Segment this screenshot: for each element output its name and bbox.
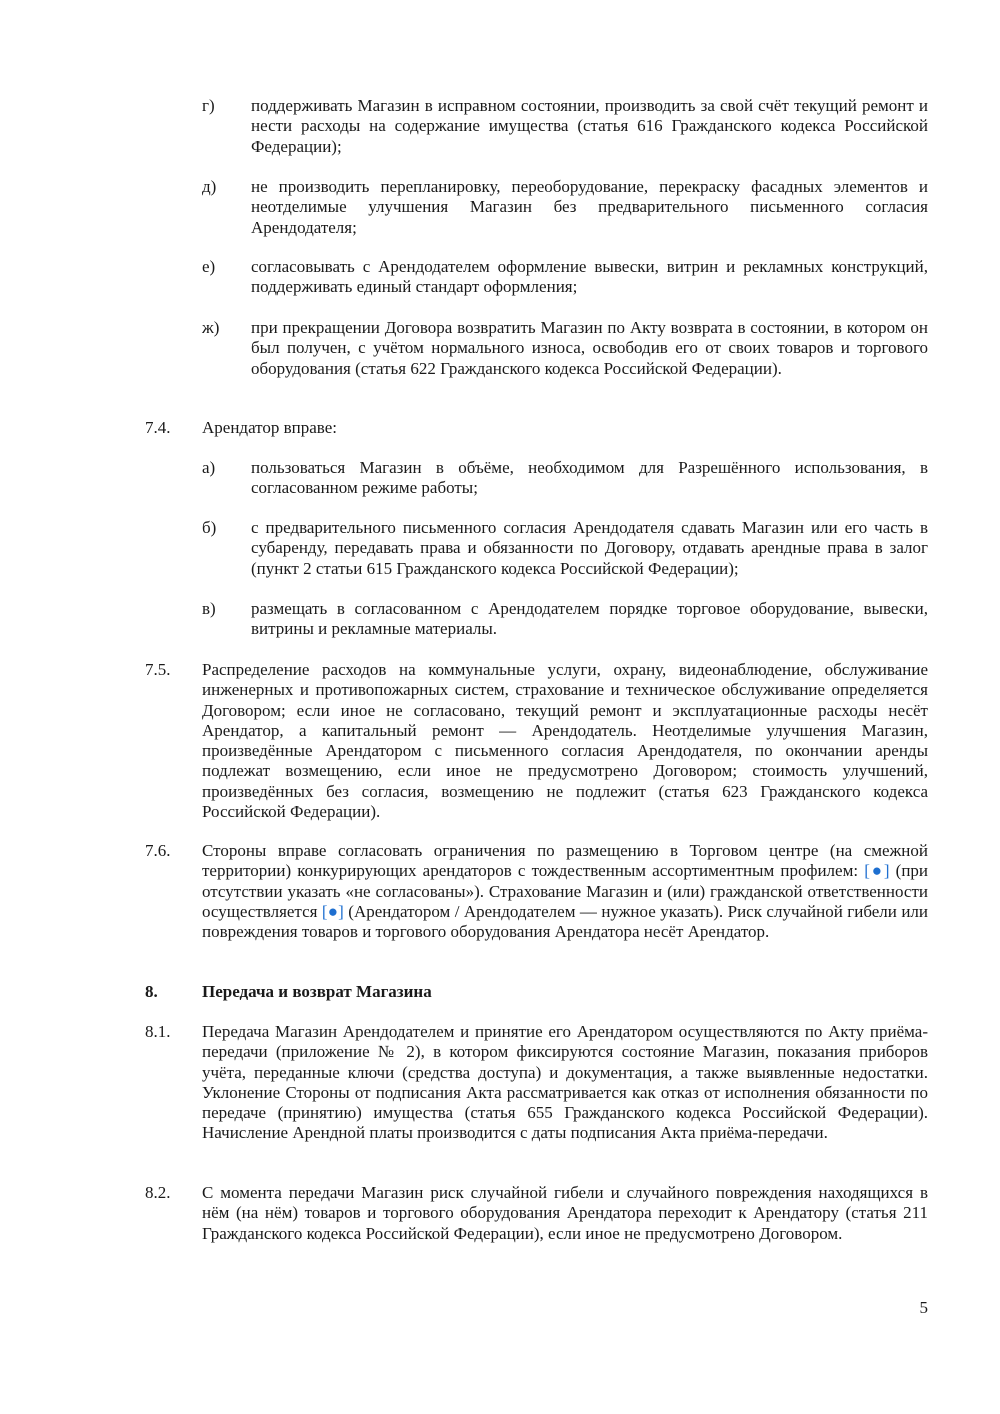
section-title: Передача и возврат Магазина xyxy=(202,982,432,1001)
list-item xyxy=(202,177,928,238)
clause-7-5 xyxy=(145,660,928,822)
item-label: в) xyxy=(202,599,216,618)
item-label: а) xyxy=(202,458,216,477)
item-text: не производить перепланировку, переоборудование, перекраску фасадных элементов и неотделимые улучшения Магазин без предварительного письменного согласия Арендодателя; xyxy=(251,177,928,237)
list-item xyxy=(202,518,928,579)
clause-number: 7.4. xyxy=(145,418,171,437)
clause-7-4 xyxy=(145,418,928,438)
clause-8-2 xyxy=(145,1183,928,1244)
section-number: 8. xyxy=(145,982,158,1001)
item-label: г) xyxy=(202,96,215,115)
list-item xyxy=(202,599,928,640)
section-heading xyxy=(145,982,928,1002)
item-label: е) xyxy=(202,257,216,276)
clause-number: 8.1. xyxy=(145,1022,171,1041)
clause-number: 7.6. xyxy=(145,841,171,860)
clause-text xyxy=(202,841,928,942)
clause-text-part: (при отсутствии указать «не согласованы»). Страхование Магазин и (или) гражданской ответственности осуществляется xyxy=(202,861,929,921)
clause-7-6 xyxy=(145,841,928,942)
page-number: 5 xyxy=(919,1298,928,1317)
item-text: поддерживать Магазин в исправном состоянии, производить за свой счёт текущий ремонт и нести расходы на содержание имущества (статья 616 Гражданского кодекса Российской Федерации); xyxy=(251,96,928,156)
item-label: б) xyxy=(202,518,217,537)
item-text: пользоваться Магазин в объёме, необходимом для Разрешённого использования, в согласованном режиме работы; xyxy=(251,458,928,498)
clause-8-1 xyxy=(145,1022,928,1144)
placeholder-field[interactable]: [●] xyxy=(864,861,890,881)
clause-text: Передача Магазин Арендодателем и принятие его Арендатором осуществляются по Акту приёма-передачи (приложение № 2), в котором фиксируются состояние Магазин, показания приборов учёта, переданные ключи (средства доступа) и документация, а также выявленные недостатки. Уклонение Стороны от подписания Акта рассматривается как отказ от исполнения обязанности по передаче (принятию) имущества (статья 655 Гражданского кодекса Российской Федерации). Начисление Арендной платы производится с даты подписания Акта приёма-передачи. xyxy=(202,1022,928,1143)
clause-number: 7.5. xyxy=(145,660,171,679)
item-label: д) xyxy=(202,177,217,196)
placeholder-field[interactable]: [●] xyxy=(321,901,344,921)
item-text: при прекращении Договора возвратить Магазин по Акту возврата в состоянии, в котором он был получен, с учётом нормального износа, освободив его от своих товаров и торгового оборудования (статья 622 Гражданского кодекса Российской Федерации). xyxy=(251,318,928,378)
item-text: с предварительного письменного согласия Арендодателя сдавать Магазин или его часть в субаренду, передавать права и обязанности по Договору, отдавать арендные права в залог (пункт 2 статьи 615 Гражданского кодекса Российской Федерации); xyxy=(251,518,928,578)
clause-number: 8.2. xyxy=(145,1183,171,1202)
list-item xyxy=(202,96,928,157)
clause-text: С момента передачи Магазин риск случайной гибели и случайного повреждения находящихся в нём (на нём) товаров и торгового оборудования Арендатора переходит к Арендатору (статья 211 Гражданского кодекса Российской Федерации), если иное не предусмотрено Договором. xyxy=(202,1183,928,1243)
clause-text: Арендатор вправе: xyxy=(202,418,337,437)
item-text: согласовывать с Арендодателем оформление вывески, витрин и рекламных конструкций, поддерживать единый стандарт оформления; xyxy=(251,257,928,297)
list-item xyxy=(202,318,928,379)
list-item xyxy=(202,458,928,499)
clause-text-part: Стороны вправе согласовать ограничения по размещению в Торговом центре (на смежной территории) конкурирующих арендаторов с тождественным ассортиментным профилем: xyxy=(202,841,928,881)
item-text: размещать в согласованном с Арендодателем порядке торговое оборудование, вывески, витрины и рекламные материалы. xyxy=(251,599,928,639)
clause-text-part: (Арендатором / Арендодателем — нужное указать). Риск случайной гибели или повреждения товаров и торгового оборудования Арендатора несёт Арендатор. xyxy=(202,901,928,942)
item-label: ж) xyxy=(202,318,220,337)
clause-text: Распределение расходов на коммунальные услуги, охрану, видеонаблюдение, обслуживание инженерных и противопожарных систем, страхование и техническое обслуживание определяется Договором; если иное не согласовано, текущий ремонт и эксплуатационные расходы несёт Арендатор, а капитальный ремонт — Арендодатель. Неотделимые улучшения Магазин, произведённые Арендатором с письменного согласия Арендодателя, по окончании аренды подлежат возмещению, если иное не предусмотрено Договором; стоимость улучшений, произведённых без согласия, возмещению не подлежит (статья 623 Гражданского кодекса Российской Федерации). xyxy=(202,660,928,822)
list-item xyxy=(202,257,928,298)
